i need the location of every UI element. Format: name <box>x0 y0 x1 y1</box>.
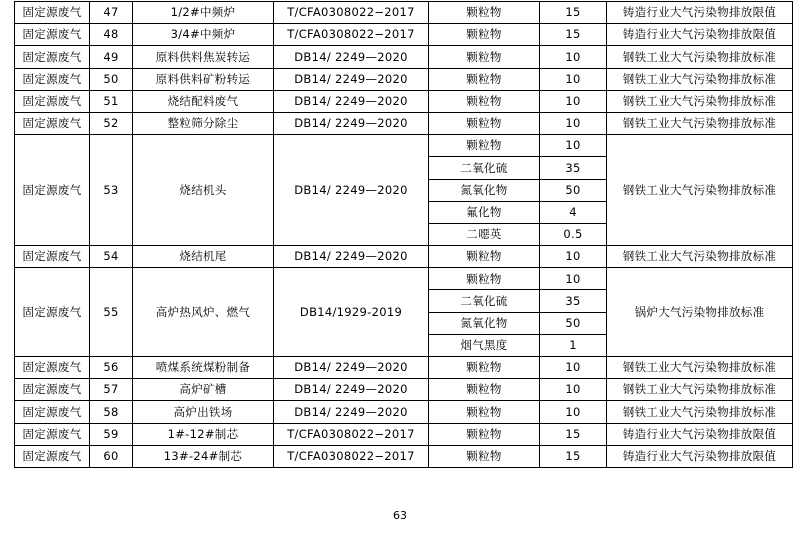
cell-pollutant: 颗粒物 <box>429 2 540 24</box>
cell-value: 15 <box>540 423 607 445</box>
cell-standard: DB14/ 2249—2020 <box>274 246 429 268</box>
cell-pollutant: 颗粒物 <box>429 46 540 68</box>
cell-standard: T/CFA0308022−2017 <box>274 423 429 445</box>
cell-name: 1/2#中频炉 <box>133 2 274 24</box>
cell-standard: T/CFA0308022−2017 <box>274 2 429 24</box>
table-row <box>15 401 793 423</box>
page-number: 63 <box>393 509 407 522</box>
cell-number: 57 <box>90 379 133 401</box>
cell-name: 喷煤系统煤粉制备 <box>133 357 274 379</box>
cell-number: 60 <box>90 445 133 467</box>
cell-source: 固定源废气 <box>15 401 90 423</box>
cell-name: 烧结机头 <box>133 135 274 246</box>
cell-standard: DB14/ 2249—2020 <box>274 90 429 112</box>
emissions-table <box>14 1 793 468</box>
table-body <box>15 2 793 468</box>
document-page <box>0 1 800 536</box>
cell-value: 15 <box>540 445 607 467</box>
cell-value: 50 <box>540 312 607 334</box>
cell-value: 1 <box>540 334 607 356</box>
cell-number: 48 <box>90 24 133 46</box>
cell-source: 固定源废气 <box>15 135 90 246</box>
cell-limit: 铸造行业大气污染物排放限值 <box>607 423 793 445</box>
cell-name: 原料供料矿粉转运 <box>133 68 274 90</box>
cell-name: 高炉矿槽 <box>133 379 274 401</box>
table-row <box>15 268 793 290</box>
cell-standard: T/CFA0308022−2017 <box>274 445 429 467</box>
cell-limit: 钢铁工业大气污染物排放标准 <box>607 246 793 268</box>
cell-pollutant: 二氧化硫 <box>429 157 540 179</box>
table-row <box>15 445 793 467</box>
cell-value: 10 <box>540 268 607 290</box>
table-row <box>15 135 793 157</box>
cell-number: 49 <box>90 46 133 68</box>
cell-pollutant: 二噁英 <box>429 223 540 245</box>
cell-standard: DB14/ 2249—2020 <box>274 68 429 90</box>
cell-limit: 钢铁工业大气污染物排放标准 <box>607 379 793 401</box>
cell-source: 固定源废气 <box>15 112 90 134</box>
cell-name: 烧结机尾 <box>133 246 274 268</box>
cell-standard: T/CFA0308022−2017 <box>274 24 429 46</box>
cell-pollutant: 氟化物 <box>429 201 540 223</box>
cell-pollutant: 颗粒物 <box>429 68 540 90</box>
cell-pollutant: 颗粒物 <box>429 423 540 445</box>
cell-name: 13#-24#制芯 <box>133 445 274 467</box>
table-row <box>15 112 793 134</box>
cell-source: 固定源废气 <box>15 90 90 112</box>
cell-pollutant: 颗粒物 <box>429 445 540 467</box>
cell-pollutant: 颗粒物 <box>429 135 540 157</box>
cell-value: 35 <box>540 157 607 179</box>
cell-standard: DB14/ 2249—2020 <box>274 46 429 68</box>
cell-source: 固定源废气 <box>15 268 90 357</box>
cell-source: 固定源废气 <box>15 423 90 445</box>
cell-name: 3/4#中频炉 <box>133 24 274 46</box>
cell-limit: 铸造行业大气污染物排放限值 <box>607 2 793 24</box>
table-row <box>15 423 793 445</box>
cell-number: 50 <box>90 68 133 90</box>
cell-number: 54 <box>90 246 133 268</box>
cell-source: 固定源废气 <box>15 445 90 467</box>
cell-limit: 铸造行业大气污染物排放限值 <box>607 445 793 467</box>
cell-source: 固定源废气 <box>15 357 90 379</box>
cell-number: 53 <box>90 135 133 246</box>
cell-limit: 钢铁工业大气污染物排放标准 <box>607 90 793 112</box>
table-row <box>15 24 793 46</box>
cell-pollutant: 颗粒物 <box>429 401 540 423</box>
cell-standard: DB14/ 2249—2020 <box>274 401 429 423</box>
cell-pollutant: 氮氧化物 <box>429 312 540 334</box>
cell-name: 原料供料焦炭转运 <box>133 46 274 68</box>
cell-source: 固定源废气 <box>15 246 90 268</box>
table-row <box>15 68 793 90</box>
cell-limit: 钢铁工业大气污染物排放标准 <box>607 46 793 68</box>
table-row <box>15 379 793 401</box>
cell-name: 1#-12#制芯 <box>133 423 274 445</box>
cell-pollutant: 颗粒物 <box>429 24 540 46</box>
cell-name: 整粒筛分除尘 <box>133 112 274 134</box>
cell-name: 高炉热风炉、燃气 <box>133 268 274 357</box>
cell-source: 固定源废气 <box>15 24 90 46</box>
table-row <box>15 46 793 68</box>
cell-pollutant: 烟气黑度 <box>429 334 540 356</box>
cell-number: 47 <box>90 2 133 24</box>
cell-standard: DB14/ 2249—2020 <box>274 379 429 401</box>
cell-limit: 钢铁工业大气污染物排放标准 <box>607 357 793 379</box>
cell-limit: 铸造行业大气污染物排放限值 <box>607 24 793 46</box>
cell-value: 10 <box>540 46 607 68</box>
cell-source: 固定源废气 <box>15 68 90 90</box>
cell-pollutant: 氮氧化物 <box>429 179 540 201</box>
table-row <box>15 246 793 268</box>
cell-number: 59 <box>90 423 133 445</box>
cell-limit: 钢铁工业大气污染物排放标准 <box>607 135 793 246</box>
cell-value: 35 <box>540 290 607 312</box>
cell-number: 56 <box>90 357 133 379</box>
cell-pollutant: 颗粒物 <box>429 268 540 290</box>
cell-value: 15 <box>540 2 607 24</box>
cell-name: 烧结配料废气 <box>133 90 274 112</box>
cell-number: 58 <box>90 401 133 423</box>
cell-value: 4 <box>540 201 607 223</box>
cell-limit: 钢铁工业大气污染物排放标准 <box>607 112 793 134</box>
cell-pollutant: 颗粒物 <box>429 357 540 379</box>
cell-pollutant: 颗粒物 <box>429 112 540 134</box>
table-row <box>15 357 793 379</box>
cell-standard: DB14/1929-2019 <box>274 268 429 357</box>
cell-number: 52 <box>90 112 133 134</box>
cell-standard: DB14/ 2249—2020 <box>274 112 429 134</box>
cell-source: 固定源废气 <box>15 2 90 24</box>
cell-limit: 锅炉大气污染物排放标准 <box>607 268 793 357</box>
cell-standard: DB14/ 2249—2020 <box>274 135 429 246</box>
cell-number: 55 <box>90 268 133 357</box>
cell-pollutant: 颗粒物 <box>429 90 540 112</box>
cell-pollutant: 颗粒物 <box>429 379 540 401</box>
table-row <box>15 90 793 112</box>
cell-value: 50 <box>540 179 607 201</box>
cell-value: 10 <box>540 401 607 423</box>
table-row <box>15 2 793 24</box>
cell-value: 10 <box>540 246 607 268</box>
cell-value: 15 <box>540 24 607 46</box>
cell-value: 10 <box>540 379 607 401</box>
cell-limit: 钢铁工业大气污染物排放标准 <box>607 401 793 423</box>
cell-pollutant: 二氧化硫 <box>429 290 540 312</box>
cell-source: 固定源废气 <box>15 46 90 68</box>
cell-source: 固定源废气 <box>15 379 90 401</box>
cell-limit: 钢铁工业大气污染物排放标准 <box>607 68 793 90</box>
cell-value: 10 <box>540 357 607 379</box>
cell-pollutant: 颗粒物 <box>429 246 540 268</box>
cell-name: 高炉出铁场 <box>133 401 274 423</box>
cell-value: 10 <box>540 90 607 112</box>
cell-value: 10 <box>540 68 607 90</box>
cell-value: 10 <box>540 112 607 134</box>
cell-standard: DB14/ 2249—2020 <box>274 357 429 379</box>
cell-value: 10 <box>540 135 607 157</box>
cell-value: 0.5 <box>540 223 607 245</box>
cell-number: 51 <box>90 90 133 112</box>
